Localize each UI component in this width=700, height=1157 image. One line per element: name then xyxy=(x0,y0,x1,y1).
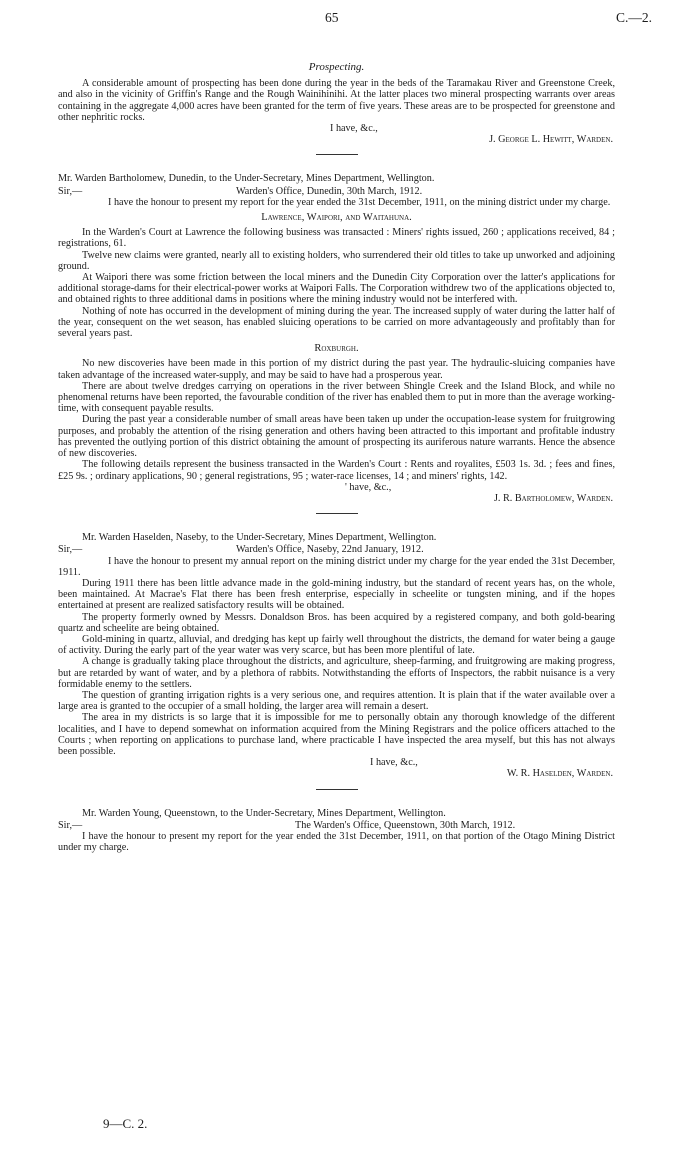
address-line-haselden: Mr. Warden Haselden, Naseby, to the Under-Secretary, Mines Department, Wellington. xyxy=(82,532,437,544)
section-heading-lawrence: Lawrence, Waipori, and Waitahuna. xyxy=(261,212,412,224)
paragraph: The following details represent the business transacted in the Warden's Court : Rents and royalites, £503 1s. 3d. ; fees and fines, £25 9s. ; ordinary applications, 90 ; general registrations, 95 ; water-race licenses, 14 ; and miners' rights, 142. xyxy=(58,459,615,482)
salutation: Sir,— xyxy=(58,544,83,556)
closing-block xyxy=(58,482,615,493)
paragraph: Nothing of note has occurred in the development of mining during the year. The increased supply of water during the latter half of the year, consequent on the wet season, has enabled sluicing operations to be carried on more advantageously and profitably than for several years past. xyxy=(58,305,615,340)
section-divider xyxy=(316,154,358,155)
paragraph: Gold-mining in quartz, alluvial, and dredging has kept up fairly well throughout the districts, the demand for water being a gauge of activity. During the early part of the year water was very scarce, but has been more plentiful of late. xyxy=(58,633,615,657)
paragraph: The property formerly owned by Messrs. Donaldson Bros. has been acquired by a registered company, and both gold-bearing quartz and scheelite are being obtained. xyxy=(58,611,615,634)
paragraph: The area in my districts is so large that it is impossible for me to personally obtain any thorough knowledge of the different localities, and I have to depend somewhat on information acquired from the Mining Registrars and the police officers attached to the Courts ; when reporting on applications to purchase land, where practicable I have inspected the area myself, but this has not always been possible. xyxy=(58,712,615,757)
page-number: 65 xyxy=(325,10,339,25)
paragraph: During 1911 there has been little advance made in the gold-mining industry, but the standard of recent years has, on the whole, been maintained. At Macrae's Flat there has been fresh enterprise, especially in scheelite or tungsten mining, and if the hopes entertained at present are realized satisfactory results will be obtained. xyxy=(58,577,615,612)
office-dateline: Warden's Office, Naseby, 22nd January, 1912. xyxy=(236,544,424,556)
signature-bartholomew: J. R. Bartholomew, Warden. xyxy=(493,492,613,504)
sheet-signature: 9—C. 2. xyxy=(103,1116,148,1131)
closing-block xyxy=(58,123,615,134)
paragraph: During the past year a considerable number of small areas have been taken up under the occupation-lease system for fruitgrowing purposes, and probably the attention of the rising generation and others having been attracted to this important and profitable industry has prevented the outlying portion of this district obtaining the amount of prospecting its auriferous nature warrants. Hence the absence of new discoveries. xyxy=(58,414,615,460)
salutation-line xyxy=(58,820,615,831)
document-reference: C.—2. xyxy=(615,10,652,25)
paragraph: There are about twelve dredges carrying on operations in the river between Shingle Creek and the Island Block, and while no phenomenal returns have been reported, the favourable condition of the river has enabled them to put in more than the average working-time, with consequent payable results. xyxy=(58,380,615,415)
signature-hewitt: J. George L. Hewitt, Warden. xyxy=(489,134,613,146)
section-divider xyxy=(316,513,358,514)
paragraph: The question of granting irrigation rights is a very serious one, and requires attention. It is plain that if the water available over a large area is granted to the occupier of a small holding, the larger area will remain a desert. xyxy=(58,689,615,713)
salutation: Sir,— xyxy=(58,819,83,831)
paragraph: In the Warden's Court at Lawrence the following business was transacted : Miners' rights issued, 260 ; applications received, 84 ; registrations, 61. xyxy=(58,227,615,250)
salutation: Sir,— xyxy=(58,185,83,197)
office-dateline: Warden's Office, Dunedin, 30th March, 1912. xyxy=(236,185,423,197)
salutation-line xyxy=(58,544,615,555)
signature-haselden: W. R. Haselden, Warden. xyxy=(506,768,613,780)
prospecting-heading: Prospecting. xyxy=(308,61,365,73)
paragraph: No new discoveries have been made in this portion of my district during the past year. The hydraulic-sluicing companies have taken advantage of the increased water-supply, and may be said to have had a prosperous year. xyxy=(58,358,615,381)
address-line-young: Mr. Warden Young, Queenstown, to the Under-Secretary, Mines Department, Wellington. xyxy=(82,807,446,819)
page-header xyxy=(0,6,700,26)
report-body xyxy=(58,60,615,853)
office-dateline: The Warden's Office, Queenstown, 30th March, 1912. xyxy=(295,819,516,831)
paragraph: At Waipori there was some friction between the local miners and the Dunedin City Corporation over the latter's applications for additional storage-dams for their electrical-power works at Waipori Falls. The Corporation withdrew two of the applications objected to, and obtained rights to three additional dams in positions where the mining industry would not be interfered with. xyxy=(58,272,615,306)
prospecting-paragraph: A considerable amount of prospecting has been done during the year in the beds of the Taramakau River and Greenstone Creek, and also in the vicinity of Griffin's Range and the Rough Wainihinihi. At the latter places two mineral prospecting warrants over areas containing in the aggregate 4,000 acres have been granted for the term of five years. These areas are to be prospected for greenstone and other nephritic rocks. xyxy=(58,78,615,123)
intro-paragraph: I have the honour to present my report for the year ended the 31st December, 1911, on that portion of the Otago Mining District under my charge. xyxy=(58,830,615,854)
closing-phrase: I have, &c., xyxy=(330,123,378,135)
paragraph: Twelve new claims were granted, nearly all to existing holders, who surrendered their old titles to take up unworked and adjoining ground. xyxy=(58,249,615,272)
intro-paragraph: I have the honour to present my report for the year ended the 31st December, 1911, on the mining district under my charge. xyxy=(108,196,611,208)
salutation-line xyxy=(58,186,615,197)
address-line-bartholomew: Mr. Warden Bartholomew, Dunedin, to the Under-Secretary, Mines Department, Wellington. xyxy=(58,173,435,185)
closing-block xyxy=(58,757,615,768)
section-divider xyxy=(316,789,358,790)
paragraph: A change is gradually taking place throughout the districts, and agriculture, sheep-farming, and fruitgrowing are making progress, but are retarded by want of water, and by a plethora of rabbits. Notwithstanding the efforts of Inspectors, the rabbit nuisance is a very formidable enemy to the settlers. xyxy=(58,656,615,690)
section-heading-roxburgh: Roxburgh. xyxy=(314,343,359,355)
closing-phrase: ' have, &c., xyxy=(345,481,392,493)
closing-phrase: I have, &c., xyxy=(370,757,418,769)
intro-paragraph: I have the honour to present my annual report on the mining district under my charge for the year ended the 31st December, 1911. xyxy=(58,555,615,578)
